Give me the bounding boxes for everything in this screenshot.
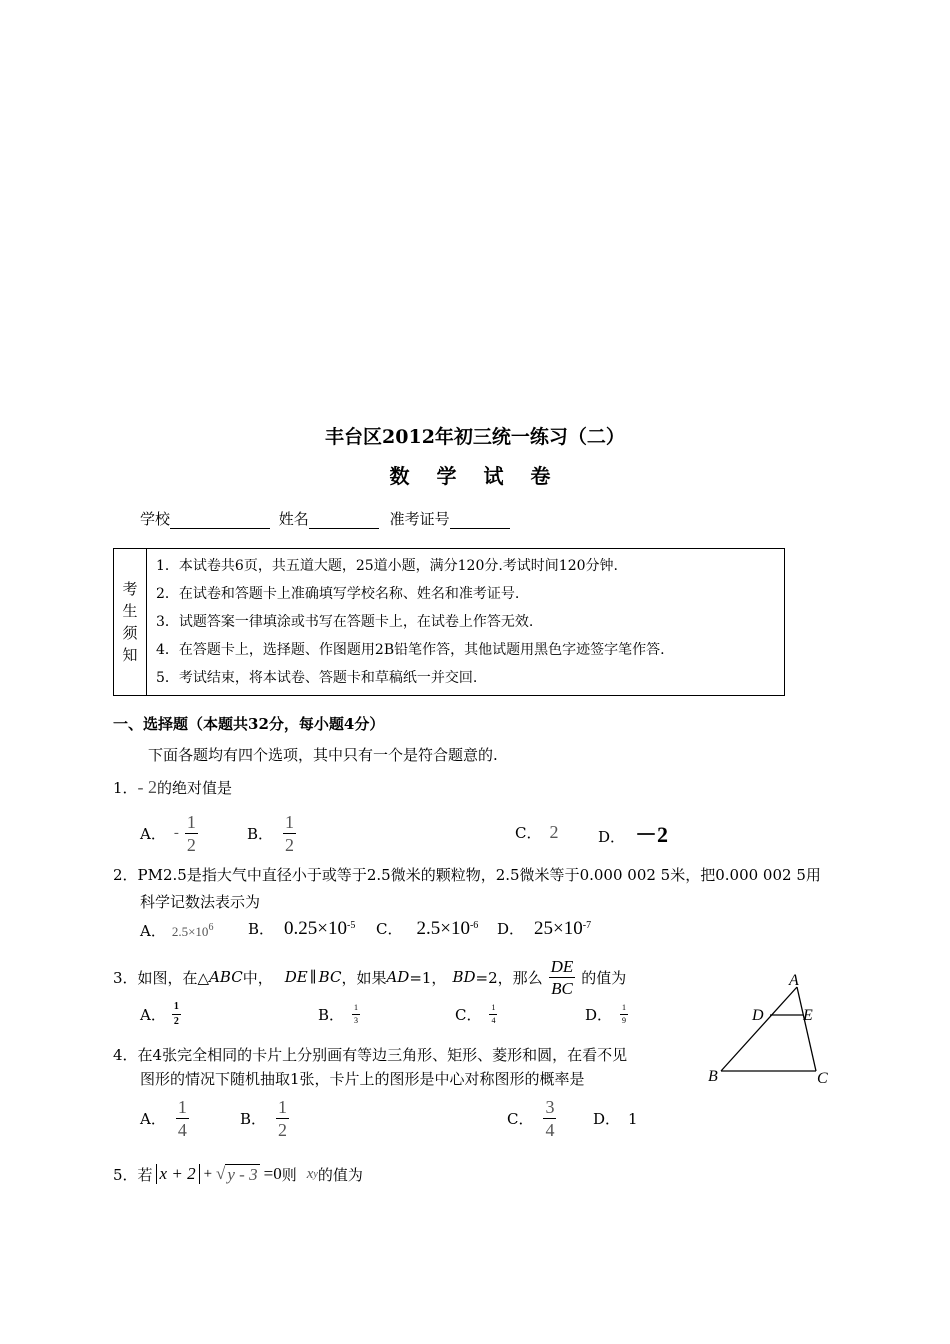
- school-label: 学校: [140, 510, 171, 528]
- exam-id-label: 准考证号: [389, 510, 450, 528]
- q4-option-c[interactable]: C． $\frac{3}{4}$: [507, 1096, 555, 1140]
- sqrt-expr: y - 3: [227, 1164, 258, 1184]
- question-1: 1．- 2的绝对值是: [113, 777, 233, 797]
- notice-label: 考 生 须 知: [114, 549, 147, 696]
- notice-items: [147, 549, 785, 696]
- notice-item: 5．考试结束，将本试卷、答题卡和草稿纸一并交回.: [156, 670, 478, 686]
- label-d: D: [752, 1007, 764, 1024]
- page-subtitle: 数 学 试 卷: [389, 464, 561, 488]
- notice-item: 3．试题答案一律填涂或书写在答题卡上，在试卷上作答无效.: [156, 614, 534, 630]
- label-e: E: [803, 1007, 813, 1024]
- sqrt-sign: √: [216, 1164, 226, 1183]
- name-field[interactable]: [309, 511, 379, 529]
- section-instruction: 下面各题均有四个选项，其中只有一个是符合题意的.: [148, 746, 498, 764]
- notice-table: [113, 548, 785, 696]
- label-b: B: [708, 1068, 718, 1085]
- q3-option-c[interactable]: C． $\frac{1}{4}$: [455, 1002, 496, 1025]
- notice-item: 4．在答题卡上，选择题、作图题用2B铅笔作答，其他试题用黑色字迹签字笔作答.: [156, 642, 665, 658]
- q3-option-b[interactable]: B． $\frac{1}{3}$: [318, 1002, 359, 1025]
- q1-option-d[interactable]: D． －2: [598, 822, 669, 847]
- q4-option-b[interactable]: B． $\frac{1}{2}$: [240, 1096, 288, 1140]
- question-4: 4．在4张完全相同的卡片上分别画有等边三角形、矩形、菱形和圆，在看不见: [113, 1046, 628, 1064]
- question-4-cont: 图形的情况下随机抽取1张，卡片上的图形是中心对称图形的概率是: [140, 1070, 585, 1088]
- name-label: 姓名: [278, 510, 309, 528]
- q4-option-a[interactable]: A． $\frac{1}{4}$: [140, 1096, 187, 1140]
- label-c: C: [817, 1070, 828, 1087]
- q2-option-a[interactable]: A． $2.5\times 10^6$: [140, 922, 214, 940]
- q3-option-d[interactable]: D． $\frac{1}{9}$: [585, 1002, 627, 1025]
- triangle-figure: [700, 968, 840, 1093]
- notice-item: 2．在试卷和答题卡上准确填写学校名称、姓名和准考证号.: [156, 586, 520, 602]
- label-a: A: [789, 972, 799, 989]
- q4-option-d[interactable]: D． 1: [593, 1110, 638, 1128]
- question-3: 3．如图，在△ ABC 中， DE ∥ BC ，如果 AD =1， BD =2，那么 $\frac{DE}{BC}$ 的值为: [113, 956, 627, 998]
- notice-item: 1．本试卷共6页，共五道大题，25道小题，满分120分.考试时间120分钟.: [156, 558, 618, 574]
- side-ac: [797, 987, 816, 1071]
- question-2: 2．PM2.5是指大气中直径小于或等于2.5微米的颗粒物，2.5微米等于0.000 002 5米，把0.000 002 5用: [113, 866, 821, 884]
- question-2-cont: 科学记数法表示为: [140, 893, 261, 911]
- q1-option-a[interactable]: A． - $\frac{1}{2}$: [140, 811, 196, 855]
- q1-option-b[interactable]: B． $\frac{1}{2}$: [247, 811, 295, 855]
- q3-option-a[interactable]: A． $\frac{1}{2}$: [140, 1000, 179, 1027]
- exam-id-field[interactable]: [450, 511, 510, 529]
- q2-option-b[interactable]: B． $0.25\times 10^{-5}$: [248, 918, 356, 939]
- abs-expr: x + 2: [156, 1164, 200, 1184]
- q1-option-c[interactable]: C． 2: [515, 822, 559, 842]
- question-5: 5．若 x + 2 + √ y - 3 =0 则 x y 的值为: [113, 1164, 363, 1184]
- info-fields: [140, 508, 510, 529]
- q2-option-c[interactable]: C． $2.5\times 10^{-6}$: [376, 918, 479, 939]
- page-title: 丰台区2012年初三统一练习（二）: [325, 426, 625, 448]
- side-ab: [721, 987, 797, 1071]
- section-heading: 一、选择题（本题共32分，每小题4分）: [113, 715, 385, 733]
- q2-option-d[interactable]: D． $25\times 10^{-7}$: [497, 918, 592, 939]
- school-field[interactable]: [170, 511, 270, 529]
